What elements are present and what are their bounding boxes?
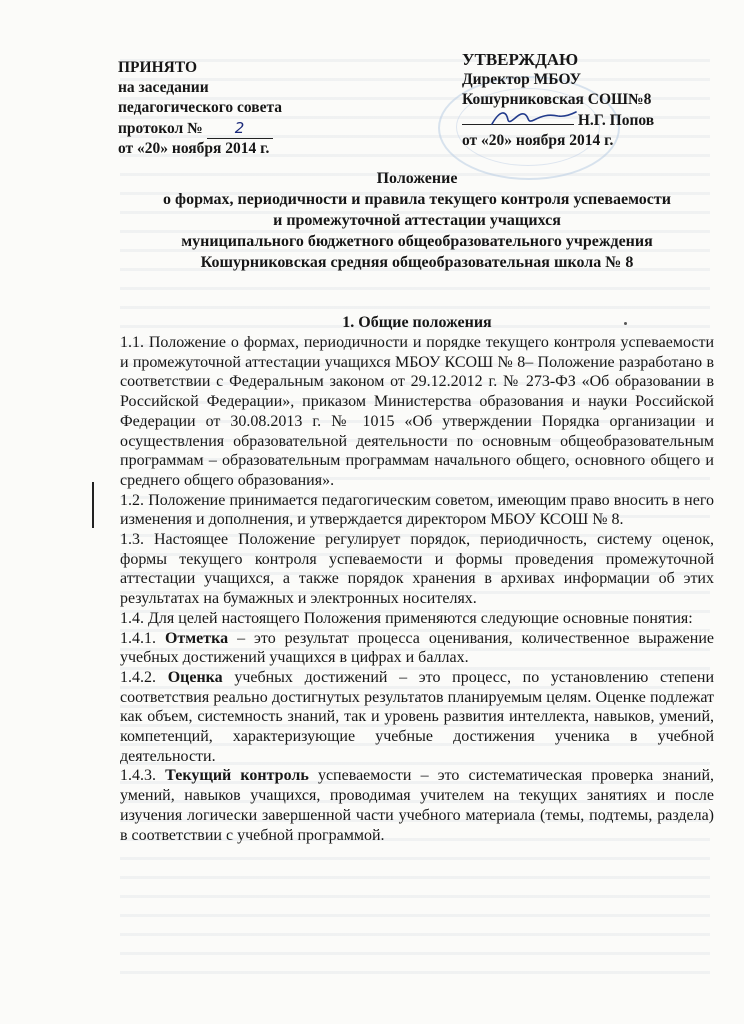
paragraph-1-2: 1.2. Положение принимается педагогическим советом, имеющим право вносить в него изменения и дополнения, и утверждается директором МБОУ КСОШ № 8.	[120, 491, 714, 529]
protocol-number: 2	[207, 118, 273, 139]
handwritten-signature	[488, 106, 578, 130]
approver-position: Директор МБОУ	[462, 71, 582, 88]
accepted-line-2: на заседании	[118, 79, 209, 96]
section-heading: 1. Общие положения	[342, 314, 492, 331]
school-name: Кошурниковская СОШ№8	[462, 91, 652, 108]
paragraph-1-4: 1.4. Для целей настоящего Положения применяются следующие основные понятия:	[120, 609, 693, 627]
definition-text: – это результат процесса оценивания, количественное выражение учебных достижений учащихся в цифрах и баллах.	[120, 629, 714, 667]
protocol-label: протокол №	[118, 120, 203, 137]
accepted-date: от «20» ноября 2014 г.	[118, 140, 270, 157]
paragraph-1-4-2	[120, 668, 714, 767]
protocol-line	[118, 118, 348, 139]
title-line-3: и промежуточной аттестации учащихся	[273, 212, 561, 229]
accepted-label: ПРИНЯТО	[118, 59, 198, 76]
accepted-block	[118, 58, 348, 159]
document-title	[120, 168, 714, 273]
title-line-5: Кошурниковская средняя общеобразовательная школа № 8	[200, 254, 634, 271]
approved-block	[462, 50, 702, 151]
paragraph-1-1: 1.1. Положение о формах, периодичности и порядке текущего контроля успеваемости и промежуточной аттестации учащихся МБОУ КСОШ № 8– Положение разработано в соответствии с Федеральным законом от 29.12.2012 г. № 273-ФЗ «Об образовании в Российской Федерации», приказом Министерства образования и науки Российской Федерации от 30.08.2013 г. № 1015 «Об утверждении Порядка организации и осуществления образовательной деятельности по основным общеобразовательным программам – образовательным программам начального общего, основного общего и среднего общего образования».	[120, 334, 714, 489]
definition-text: успеваемости – это систематическая проверка знаний, умений, навыков учащихся, проводимая учителем на текущих занятиях и после изучения логически завершенной части учебного материала (темы, подтемы, раздела) в соответствии с учебной программой.	[120, 767, 715, 844]
paragraph-1-4-1	[120, 629, 714, 668]
paragraph-number: 1.4.2.	[120, 668, 156, 686]
paragraph-number: 1.4.1.	[120, 629, 156, 647]
section-body	[120, 333, 714, 845]
term-mark: Отметка	[164, 629, 229, 647]
term-current-control: Текущий контроль	[165, 767, 309, 785]
title-line-4: муниципального бюджетного общеобразовательного учреждения	[181, 233, 653, 250]
margin-mark	[92, 482, 94, 528]
term-assessment: Оценка	[167, 668, 223, 686]
approved-label: УТВЕРЖДАЮ	[462, 50, 579, 69]
paragraph-1-4-3	[120, 766, 714, 845]
paragraph-1-3: 1.3. Настоящее Положение регулирует порядок, периодичность, систему оценок, формы текущего контроля успеваемости и формы проведения промежуточной аттестации учащихся, а также порядок хранения в архивах информации об этих результатах на бумажных и электронных носителях.	[120, 531, 714, 608]
approved-date: от «20» ноября 2014 г.	[462, 132, 614, 149]
signer-name: Н.Г. Попов	[577, 112, 655, 129]
paragraph-number: 1.4.3.	[120, 767, 156, 785]
title-line-2: о формах, периодичности и правила текущего контроля успеваемости	[163, 191, 671, 208]
accepted-line-3: педагогического совета	[118, 99, 283, 116]
definition-text: учебных достижений – это процесс, по установлению степени соответствия реально достигнутых результатов планируемым целям. Оценке подлежат как объем, системность знаний, так и уровень развития интеллекта, навыков, умений, компетенций, характеризующие учебные достижения ученика в учебной деятельности.	[120, 668, 715, 765]
title-line-1: Положение	[376, 170, 458, 187]
